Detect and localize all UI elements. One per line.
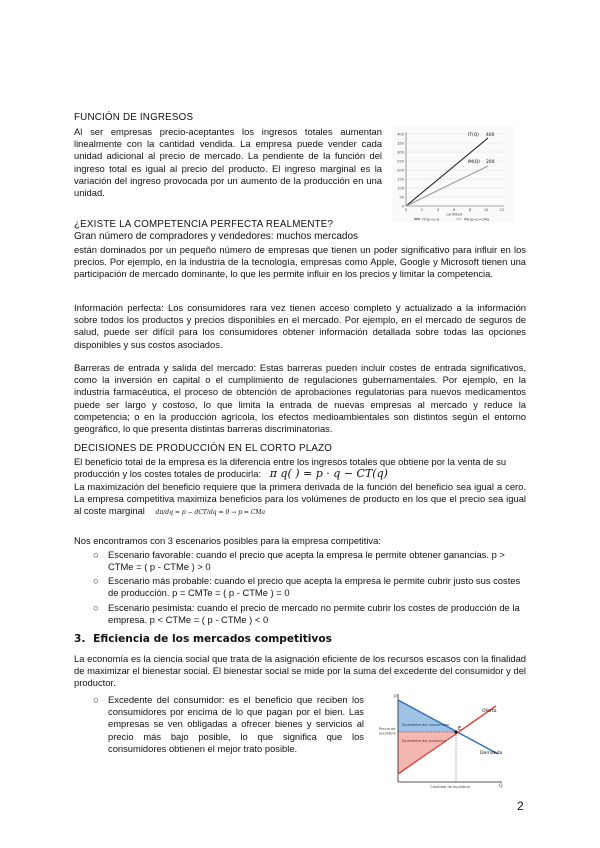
scenario-item: Escenario pesimista: cuando el precio de mercado no permite cubrir los costes de producción de la empresa. p < CTMe = ( p - CTMe ) < 0 [108, 602, 520, 626]
label-im: IM(Q) [468, 160, 480, 165]
bullet-icon: ○ [93, 694, 99, 705]
competition-paragraph-2: Información perfecta: Los consumidores rara vez tienen acceso completo y actualizado a la información sobre todos los productos y precios disponibles en el mercado. Por ejemplo, en el mercado de seguros de salud, puede ser difícil para los consumidores obtener información detallada sobre todas las opciones disponibles y sus costos asociados. [74, 302, 526, 350]
income-ytick: 350 [397, 141, 404, 146]
scenario-item: Escenario favorable: cuando el precio que acepta la empresa le permite obtener ganancias. p > CTMe = ( p - CTMe ) > 0 [108, 549, 505, 573]
equilibrium-label: E [458, 726, 462, 732]
bullet-icon: ○ [93, 549, 99, 560]
income-xtick: 12 [499, 208, 505, 212]
income-ytick: 200 [397, 168, 404, 173]
production-paragraph-1 [74, 456, 526, 480]
competition-lead: Gran número de compradores y vendedores: muchos mercados [74, 231, 359, 242]
scenarios-intro: Nos encontramos con 3 escenarios posibles para la empresa competitiva: [74, 535, 381, 546]
marginal-formula: dπ/dq = p − dCT/dq = 0 → p = CMa [155, 509, 266, 517]
production-heading: DECISIONES DE PRODUCCIÓN EN EL CORTO PLAZO [74, 443, 333, 454]
profit-formula: π q( ) = p · q − CT(q) [269, 467, 388, 481]
income-chart [392, 126, 514, 222]
section-3-number: 3. [74, 633, 86, 645]
surplus-axis-q: Q [499, 784, 503, 789]
scenario-item: Escenario más probable: cuando el precio que acepta la empresa le permite cubrir justo sus costes de producción. p = CMTe = ( p - CTMe ) = 0 [108, 575, 521, 599]
income-xtick: 4 [436, 208, 440, 212]
consumer-surplus-bullet: Excedente del consumidor: es el beneficio que reciben los consumidores por encima de lo que pagan por el bien. Las empresas se ven obligadas a ofrecer bienes y servicios al precio más bajo posible, lo que significa que los consumidores obtienen el mejor trato posible. [108, 694, 364, 754]
label-im-value: 200 [486, 160, 495, 165]
competition-heading: ¿EXISTE LA COMPETENCIA PERFECTA REALMENTE? [74, 219, 334, 230]
income-xtick: 10 [483, 208, 489, 212]
income-xtick: 8 [468, 208, 472, 212]
surplus-chart [378, 692, 506, 790]
bullet-icon: ○ [93, 602, 99, 613]
income-ytick: 100 [397, 186, 404, 191]
section-3-heading [74, 633, 332, 645]
production-paragraph-2 [74, 481, 526, 520]
production-text-2: La maximización del beneficio requiere que la primera derivada de la función del beneficio sea igual a cero. La empresa competitiva maximiza beneficios para los volúmenes de producto en los que el precio sea igual al coste marginal [74, 481, 526, 517]
income-ytick: 300 [397, 150, 404, 155]
income-paragraph: Al ser empresas precio-aceptantes los ingresos totales aumentan linealmente con la cantidad vendida. La empresa puede vender cada unidad adicional al precio de mercado. La pendiente de la función del ingreso total es igual al precio del producto. El ingreso marginal es la variación del ingreso provocada por un aumento de la producción en una unidad. [74, 126, 382, 199]
income-xtick: 6 [452, 208, 456, 212]
legend-1-label: IT(q)=p·q [422, 217, 440, 222]
income-ytick: 400 [397, 132, 404, 137]
efficiency-paragraph: La economía es la ciencia social que trata de la asignación eficiente de los recursos escasos con la finalidad de maximizar el bienestar social. El bienestar social se mide por la suma del excedente del consumidor y del productor. [74, 653, 526, 689]
income-xtick: 2 [420, 208, 424, 212]
demand-label: Demanda [480, 751, 503, 756]
production-text-1: El beneficio total de la empresa es la diferencia entre los ingresos totales que obtiene por la venta de su producción y los costes totales de producirla: [74, 456, 507, 480]
producer-surplus-label: Excedente del productor [402, 739, 447, 743]
supply-label: Oferta [482, 709, 497, 714]
surplus-xlabel: Cantidad de equilibrio [430, 785, 470, 789]
income-ytick: 50 [399, 195, 404, 200]
label-it: IT(Q) [468, 133, 479, 138]
section-3-title: Eficiencia de los mercados competitivos [93, 633, 332, 645]
surplus-axis-p: P [394, 695, 397, 700]
income-ytick: 0 [401, 204, 404, 209]
label-it-value: 400 [486, 133, 495, 138]
bullet-icon: ○ [93, 575, 99, 586]
income-xlabel: cantidad [446, 212, 462, 217]
page-number: 2 [517, 799, 524, 813]
income-ytick: 250 [397, 159, 404, 164]
price-label-1: Precio de [379, 727, 396, 731]
competition-paragraph-3: Barreras de entrada y salida del mercado: Estas barreras pueden incluir costes de entrada significativos, como la inversión en capital o el cumplimiento de regulaciones gubernamentales. Por ejemplo, en la industria farmacéutica, el proceso de obtención de aprobaciones regulatorias para nuevos medicamentos puede ser largo y costoso, lo que limita la entrada de nuevas empresas al mercado y reduce la competencia; o en la producción agrícola, los efectos medioambientales son distintos según el entorno geográfico, lo que presenta distintas barreras discriminatorias. [74, 362, 526, 435]
income-xtick: 0 [404, 208, 408, 212]
competition-paragraph-1: están dominados por un pequeño número de empresas que tienen un poder significativo para influir en los precios. Por ejemplo, en la industria de la tecnología, empresas como Apple, Google y Microsoft tienen una participación de mercado dominante, lo que les permite influir en los precios y limitar la competencia. [74, 244, 526, 280]
consumer-surplus-label: Excedente del consumidor [402, 723, 450, 727]
income-ytick: 150 [397, 177, 404, 182]
legend-2-label: IM(q)=p=CMa [464, 217, 490, 222]
income-heading: FUNCIÓN DE INGRESOS [74, 112, 194, 123]
price-label-2: equilibrio [379, 731, 396, 736]
